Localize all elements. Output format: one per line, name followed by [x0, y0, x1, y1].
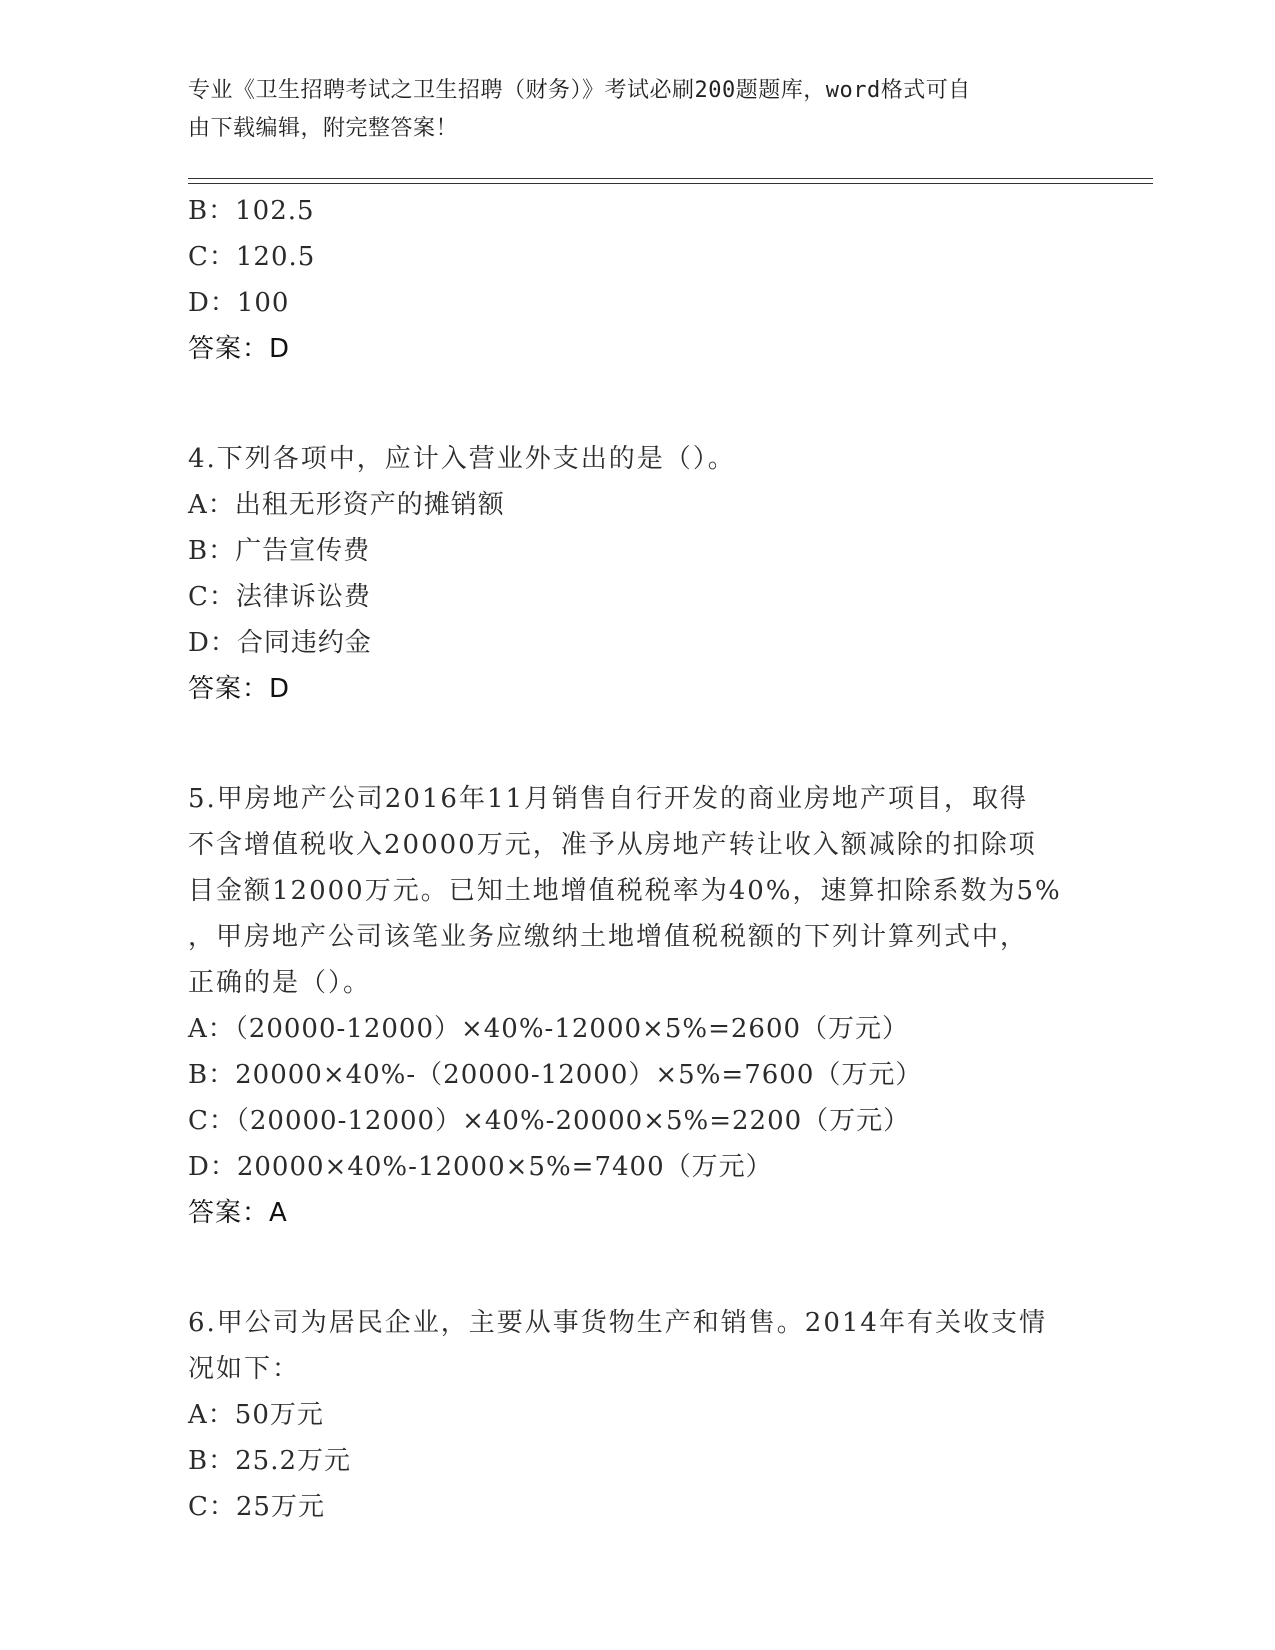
option-b: B：广告宣传费 [188, 536, 371, 566]
option-a: A：出租无形资产的摊销额 [188, 490, 505, 520]
option-d: D：100 [188, 288, 290, 318]
header-line-1: 专业《卫生招聘考试之卫生招聘（财务）》考试必刷200题题库，word格式可自 [188, 78, 971, 103]
document-body [188, 188, 1068, 1530]
option-a: A：（20000-12000）×40%-12000×5%=2600（万元） [188, 1014, 910, 1044]
answer-label: 答案：D [188, 334, 291, 364]
option-b: B：20000×40%-（20000-12000）×5%=7600（万元） [188, 1060, 923, 1090]
header-line-2: 由下载编辑，附完整答案！ [188, 116, 459, 141]
question-text-line: 6.甲公司为居民企业，主要从事货物生产和销售。2014年有关收支情 [188, 1308, 1047, 1338]
spacer [188, 712, 1068, 776]
option-d: D：合同违约金 [188, 628, 372, 658]
question-text: 4.下列各项中，应计入营业外支出的是（）。 [188, 444, 736, 474]
option-b: B：25.2万元 [188, 1446, 351, 1476]
option-a: A：50万元 [188, 1400, 324, 1430]
option-d: D：20000×40%-12000×5%=7400（万元） [188, 1152, 773, 1182]
question-text-line: 不含增值税收入20000万元，准予从房地产转让收入额减除的扣除项 [188, 830, 1037, 860]
option-c: C：25万元 [188, 1492, 325, 1522]
header-rule-top [188, 178, 1153, 179]
question-5-block [188, 776, 1068, 1236]
option-c: C：120.5 [188, 242, 316, 272]
answer-label: 答案：A [188, 1198, 288, 1228]
question-text-line: 况如下： [188, 1354, 301, 1384]
option-c: C：法律诉讼费 [188, 582, 371, 612]
spacer [188, 1236, 1068, 1300]
question-text-line: 正确的是（）。 [188, 968, 372, 998]
option-c: C：（20000-12000）×40%-20000×5%=2200（万元） [188, 1106, 911, 1136]
option-b: B：102.5 [188, 196, 315, 226]
document-header [188, 72, 1068, 148]
question-text-line: 5.甲房地产公司2016年11月销售自行开发的商业房地产项目，取得 [188, 784, 1029, 814]
question-6-block [188, 1300, 1068, 1530]
question-3-block [188, 188, 1068, 372]
question-text-line: 目金额12000万元。已知土地增值税税率为40%，速算扣除系数为5% [188, 876, 1062, 906]
header-rule-bottom [188, 183, 1153, 184]
answer-label: 答案：D [188, 674, 291, 704]
question-text-line: ，甲房地产公司该笔业务应缴纳土地增值税税额的下列计算列式中， [188, 922, 1029, 952]
spacer [188, 372, 1068, 436]
question-4-block [188, 436, 1068, 712]
